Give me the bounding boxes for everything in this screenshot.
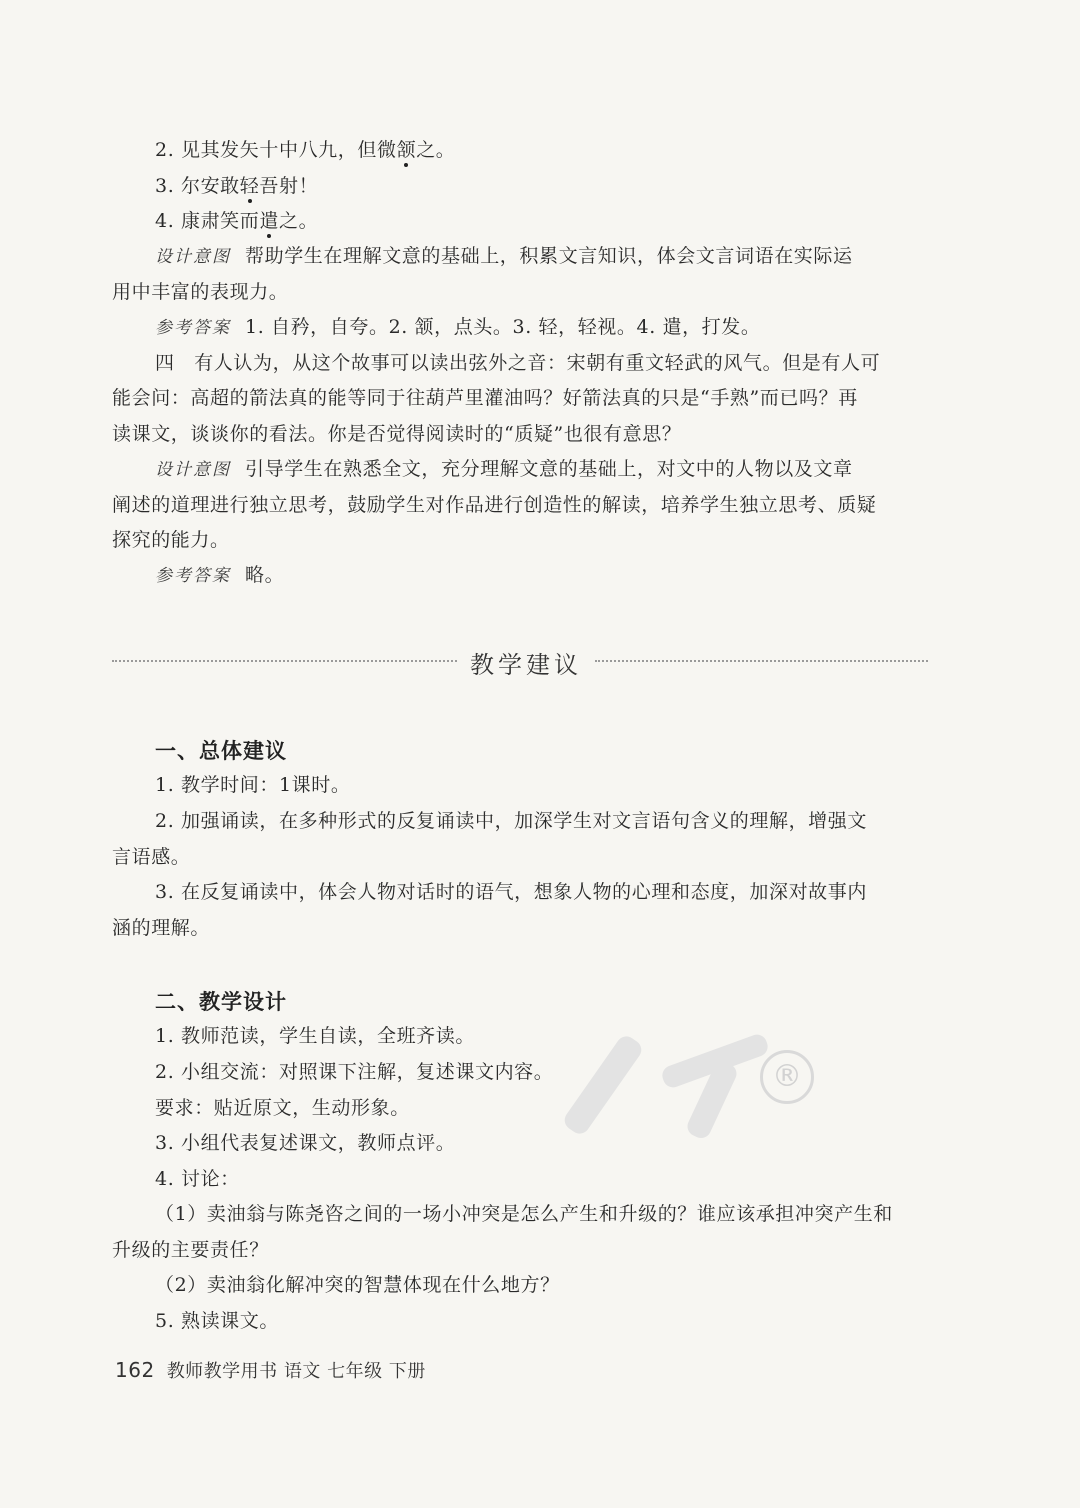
reference-answer-1: 参考答案 1. 自矜，自夸。2. 颔，点头。3. 轻，轻视。4. 遣，打发。 — [155, 316, 761, 338]
reference-answer-label: 参考答案 — [155, 566, 231, 586]
reference-answer-label: 参考答案 — [155, 318, 231, 338]
design-item-2-requirement: 要求：贴近原文，生动形象。 — [155, 1097, 410, 1119]
heading-general-suggestions: 一、总体建议 — [155, 738, 287, 763]
general-item-2: 2. 加强诵读，在多种形式的反复诵读中，加深学生对文言语句含义的理解，增强文 — [155, 810, 867, 832]
design-intent-2-line-3: 探究的能力。 — [112, 529, 230, 551]
general-item-2-cont: 言语感。 — [112, 846, 191, 868]
exercise-item-3: 3. 尔安敢轻吾射！ — [155, 175, 319, 197]
design-intent-1: 设计意图 帮助学生在理解文意的基础上，积累文言知识，体会文言词语在实际运 — [155, 245, 853, 267]
design-item-2: 2. 小组交流：对照课下注解，复述课文内容。 — [155, 1061, 554, 1083]
discussion-question-1: （1）卖油翁与陈尧咨之间的一场小冲突是怎么产生和升级的？谁应该承担冲突产生和 — [155, 1203, 893, 1225]
design-item-1: 1. 教师范读，学生自读，全班齐读。 — [155, 1025, 475, 1047]
emphasized-char: 颔 — [396, 139, 417, 161]
general-item-3: 3. 在反复诵读中，体会人物对话时的语气，想象人物的心理和态度，加深对故事内 — [155, 881, 867, 903]
page-number: 162 — [115, 1358, 155, 1382]
exercise-item-2: 2. 见其发矢十中八九，但微颔之。 — [155, 139, 456, 161]
watermark-stroke — [561, 1032, 645, 1137]
reference-answer-2: 参考答案 略。 — [155, 564, 285, 586]
discussion-question-1-cont: 升级的主要责任？ — [112, 1239, 269, 1261]
emphasized-char: 轻 — [239, 175, 260, 197]
design-item-5: 5. 熟读课文。 — [155, 1310, 279, 1332]
design-item-4: 4. 讨论： — [155, 1168, 240, 1190]
section-title: 教学建议 — [470, 651, 582, 679]
general-item-1: 1. 教学时间：1课时。 — [155, 774, 351, 796]
design-item-3: 3. 小组代表复述课文，教师点评。 — [155, 1132, 456, 1154]
general-item-3-cont: 涵的理解。 — [112, 917, 211, 939]
question-4-line-3: 读课文，谈谈你的看法。你是否觉得阅读时的“质疑”也很有意思？ — [112, 423, 682, 445]
registered-mark-icon: ® — [760, 1050, 814, 1104]
book-title: 教师教学用书 语文 七年级 下册 — [166, 1361, 426, 1382]
exercise-item-4: 4. 康肃笑而遣之。 — [155, 210, 319, 232]
discussion-question-2: （2）卖油翁化解冲突的智慧体现在什么地方？ — [155, 1274, 560, 1296]
design-intent-2: 设计意图 引导学生在熟悉全文，充分理解文意的基础上，对文中的人物以及文章 — [155, 458, 853, 480]
section-divider-right — [595, 660, 928, 662]
question-4-line-1: 四 有人认为，从这个故事可以读出弦外之音：宋朝有重文轻武的风气。但是有人可 — [155, 352, 881, 374]
design-intent-label: 设计意图 — [155, 247, 231, 267]
design-intent-2-line-2: 阐述的道理进行独立思考，鼓励学生对作品进行创造性的解读，培养学生独立思考、质疑 — [112, 494, 877, 516]
section-divider-left — [112, 660, 457, 662]
emphasized-char: 遣 — [259, 210, 279, 232]
design-intent-1-cont: 用中丰富的表现力。 — [112, 281, 289, 303]
page-footer — [115, 1357, 426, 1383]
design-intent-label: 设计意图 — [155, 460, 231, 480]
question-4-line-2: 能会问：高超的箭法真的能等同于往葫芦里灌油吗？好箭法真的只是“手熟”而已吗？再 — [112, 387, 858, 409]
heading-teaching-design: 二、教学设计 — [155, 989, 287, 1014]
